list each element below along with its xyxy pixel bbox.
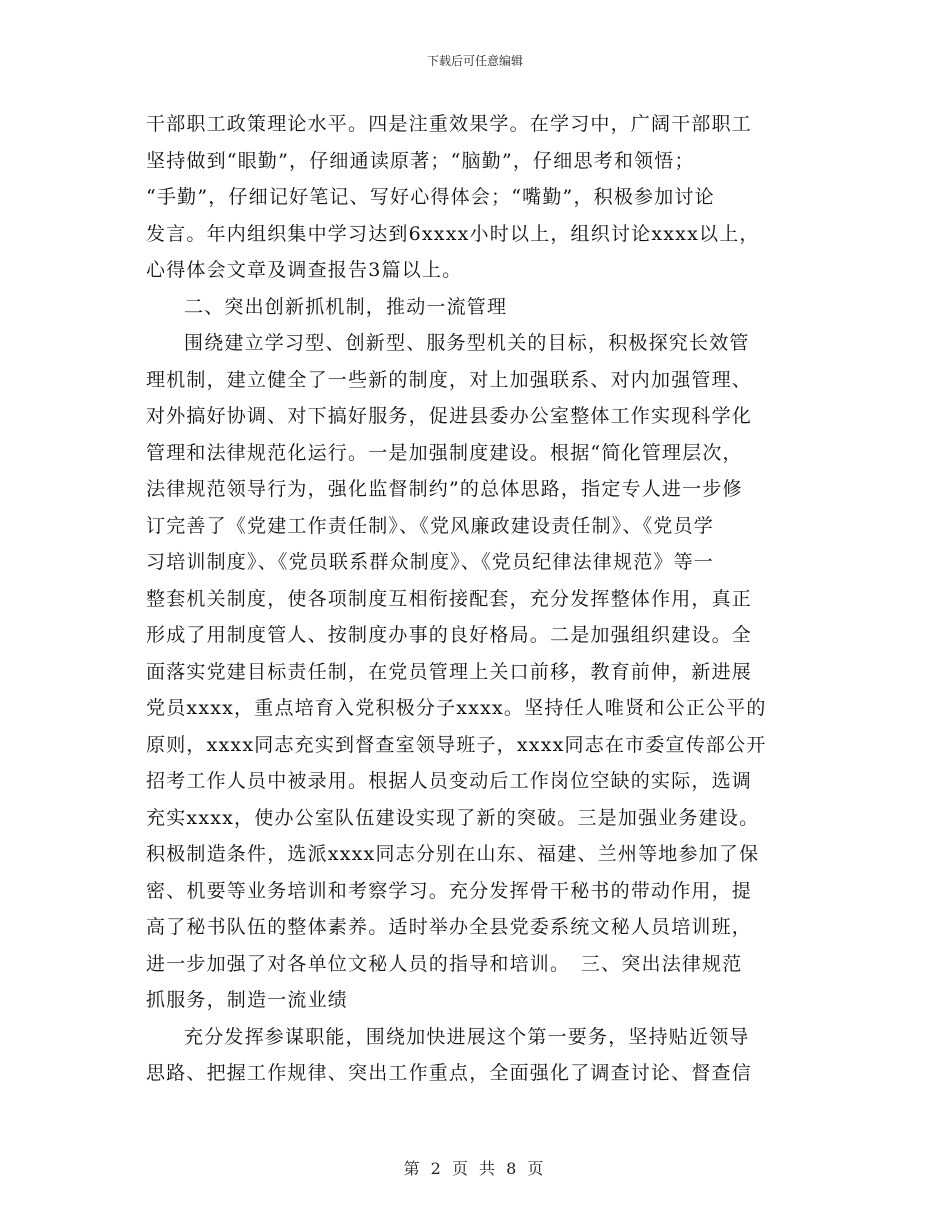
text-line: 密、机要等业务培训和考察学习。充分发挥骨干秘书的带动作用，提	[146, 879, 753, 902]
text-line: 进一步加强了对各单位文秘人员的指导和培训。 三、突出法律规范	[146, 952, 743, 975]
section-heading: 二、突出创新抓机制，推动一流管理	[184, 295, 508, 318]
text-line: 对外搞好协调、对下搞好服务，促进县委办公室整体工作实现科学化	[146, 405, 753, 427]
text-line: 心得体会文章及调查报告3篇以上。	[146, 259, 463, 281]
text-line: 充实xxxx，使办公室队伍建设实现了新的突破。三是加强业务建设。	[146, 806, 760, 829]
text-line: 招考工作人员中被录用。根据人员变动后工作岗位空缺的实际，选调	[146, 770, 753, 792]
page-footer: 第 2 页 共 8 页	[403, 1159, 547, 1178]
text-line: 干部职工政策理论水平。四是注重效果学。在学习中，广阔干部职工	[146, 113, 753, 135]
text-line: 积极制造条件，选派xxxx同志分别在山东、福建、兰州等地参加了保	[146, 843, 760, 865]
text-line: 整套机关制度，使各项制度互相衔接配套，充分发挥整体作用，真正	[146, 587, 753, 610]
text-line: 坚持做到“眼勤”，仔细通读原著；“脑勤”，仔细思考和领悟；	[146, 149, 695, 172]
text-line: 思路、把握工作规律、突出工作重点，全面强化了调查讨论、督查信	[146, 1062, 753, 1084]
text-line: 习培训制度》、《党员联系群众制度》、《党员纪律法律规范》等一	[146, 551, 715, 573]
text-line: 法律规范领导行为，强化监督制约”的总体思路，指定专人进一步修	[146, 478, 743, 500]
text-line: 党员xxxx，重点培育入党积极分子xxxx。坚持任人唯贤和公正公平的	[146, 697, 767, 719]
text-line: 理机制，建立健全了一些新的制度，对上加强联系、对内加强管理、	[146, 368, 753, 391]
page-header: 下载后可任意编辑	[426, 54, 523, 68]
text-line: 抓服务，制造一流业绩	[146, 989, 349, 1011]
text-line: 高了秘书队伍的整体素养。适时举办全县党委系统文秘人员培训班，	[146, 916, 753, 938]
text-line: 围绕建立学习型、创新型、服务型机关的目标，积极探究长效管	[184, 332, 750, 354]
document-body	[146, 106, 806, 1092]
text-line: 原则，xxxx同志充实到督查室领导班子，xxxx同志在市委宣传部公开	[146, 733, 767, 756]
text-line: 形成了用制度管人、按制度办事的良好格局。二是加强组织建设。全	[146, 624, 753, 646]
text-line: 面落实党建目标责任制，在党员管理上关口前移，教育前伸，新进展	[146, 660, 753, 683]
text-line: “手勤”，仔细记好笔记、写好心得体会；“嘴勤”，积极参加讨论	[146, 186, 715, 208]
text-line: 管理和法律规范化运行。一是加强制度建设。根据“简化管理层次，	[146, 441, 743, 464]
text-line: 订完善了《党建工作责任制》、《党风廉政建设责任制》、《党员学	[146, 514, 715, 537]
text-line: 充分发挥参谋职能，围绕加快进展这个第一要务，坚持贴近领导	[184, 1025, 750, 1048]
text-line: 发言。年内组织集中学习达到6xxxx小时以上，组织讨论xxxx以上，	[146, 222, 760, 245]
